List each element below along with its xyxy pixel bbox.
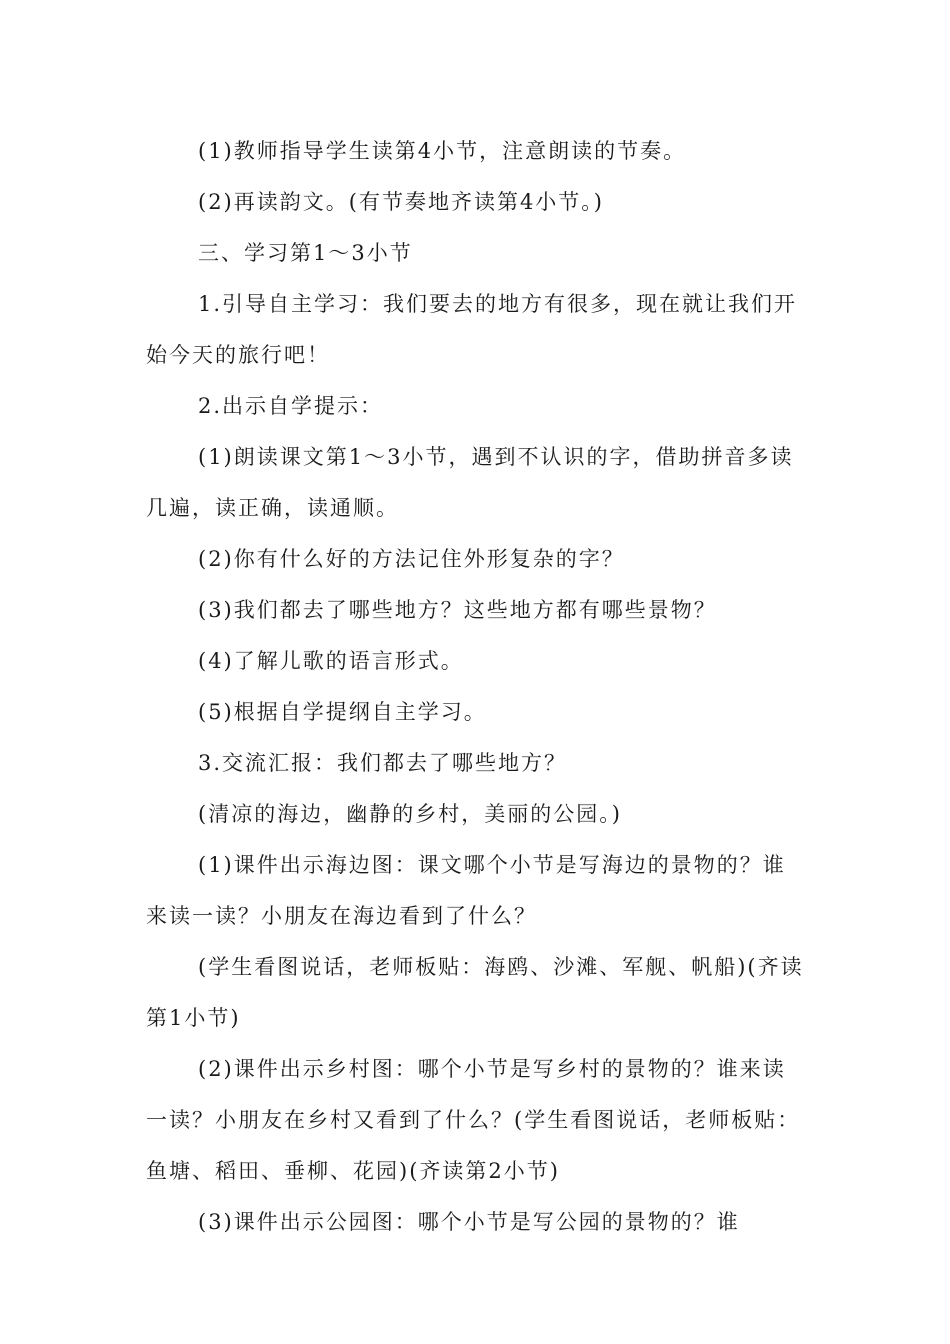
paragraph-12: (清凉的海边，幽静的乡村，美丽的公园。) [198, 802, 622, 826]
paragraph-14: (学生看图说话，老师板贴：海鸥、沙滩、军舰、帆船)(齐读第1小节) [146, 955, 804, 1030]
paragraph-8: (3)我们都去了哪些地方？这些地方都有哪些景物？ [198, 598, 717, 622]
paragraph-2: (2)再读韵文。(有节奏地齐读第4小节。) [198, 190, 604, 214]
paragraph-10: (5)根据自学提纲自主学习。 [198, 700, 487, 724]
paragraph-9: (4)了解儿歌的语言形式。 [198, 649, 464, 673]
paragraph-6: (1)朗读课文第1～3小节，遇到不认识的字，借助拼音多读几遍，读正确，读通顺。 [146, 445, 794, 520]
paragraph-4: 1.引导自主学习：我们要去的地方有很多，现在就让我们开始今天的旅行吧！ [146, 292, 798, 367]
paragraph-7: (2)你有什么好的方法记住外形复杂的字？ [198, 547, 625, 571]
paragraph-13: (1)课件出示海边图：课文哪个小节是写海边的景物的？谁来读一读？小朋友在海边看到了什么？ [146, 853, 786, 928]
document-body [146, 126, 808, 1248]
paragraph-11: 3.交流汇报：我们都去了哪些地方？ [198, 751, 568, 775]
section-heading-3: 三、学习第1～3小节 [198, 241, 413, 265]
paragraph-16: (3)课件出示公园图：哪个小节是写公园的景物的？谁 [198, 1210, 740, 1234]
paragraph-5: 2.出示自学提示： [198, 394, 384, 418]
paragraph-1: (1)教师指导学生读第4小节，注意朗读的节奏。 [198, 139, 687, 163]
paragraph-15: (2)课件出示乡村图：哪个小节是写乡村的景物的？谁来读一读？小朋友在乡村又看到了什么？(学生看图说话，老师板贴：鱼塘、稻田、垂柳、花园)(齐读第2小节) [146, 1057, 801, 1183]
